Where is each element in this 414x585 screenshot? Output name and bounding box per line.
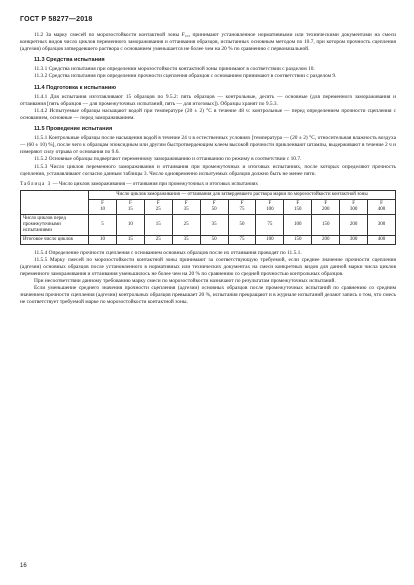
grade-number: 200 [321, 206, 330, 212]
table-cell: 100 [256, 235, 284, 244]
paragraph-11-2: 11.2 За марку смесей по морозостойкости контактной зоны F₂,₃ принимают установленное нормативными или техническими документами на смеси конкретных видов число циклов переменного замораживания и оттаивания образцов, испытанных основным методом по 10.7, при котором прочность сцепления (адгезия) образцов затвердевшего раствора с основанием уменьшается не более чем на 20 % по сравнению с первоначальной. [20, 32, 396, 53]
table-cell: 15 [144, 214, 172, 235]
table-grade-header [116, 199, 144, 214]
document-body [20, 32, 396, 307]
table-cell: 15 [116, 235, 144, 244]
table-caption [20, 181, 396, 188]
table-cell: 35 [172, 235, 200, 244]
table-grade-header [340, 199, 368, 214]
section-heading-11-3: 11.3 Средства испытания [34, 57, 105, 64]
grade-number: 400 [377, 206, 386, 212]
grade-letter: F [324, 200, 328, 206]
table-cell: 300 [368, 214, 396, 235]
grade-letter: F [212, 200, 216, 206]
paragraph-decrease: Если уменьшение среднего значения прочности сцепления (адгезии) основных образцов после промежуточных испытаний по сравнению со средним значением прочности сцепления (адгезии) контрольных образцов превышает 20 %, испытания прекращают и в журнале испытаний делают запись о том, что смесь не соответствует требуемой марке по морозостойкости контактной зоны. [20, 285, 396, 306]
paragraph-11-5-3: 11.5.3 Число циклов переменного замораживания и оттаивания при промежуточных и итоговых испытаниях, после которых определяют прочность сцепления, устанавливают согласно данным таблицы 3. Число одновременно испытуемых образцов должно быть не менее пяти. [20, 163, 396, 177]
table-cell: 25 [144, 235, 172, 244]
section-heading-11-5: 11.5 Проведение испытания [34, 126, 113, 133]
grade-letter: F [101, 200, 104, 206]
page-number: 16 [20, 563, 27, 569]
table-header-row [21, 190, 396, 199]
grade-number: 25 [155, 206, 161, 212]
table-corner-cell [21, 190, 89, 214]
grade-number: 10 [99, 206, 105, 212]
table-grade-header [200, 199, 228, 214]
paragraph-nonconformity: При несоответствии данному требованию марку смеси по морозостойкости назначают по результатам промежуточных испытаний. [34, 278, 336, 285]
paragraph-11-4-2: 11.4.2 Испытуемые образцы насыщают водой при температуре (20 ± 2) °С в течение 48 ч: контрольные — перед определением прочности сцепления с основанием, основные — перед замораживанием. [20, 107, 396, 121]
grade-number: 35 [183, 206, 189, 212]
table-grade-header [228, 199, 256, 214]
grade-letter: F [156, 200, 160, 206]
table-group-header: Число циклов замораживания — оттаивания для затвердевшего раствора марки по морозостойкости контактной зоны [89, 190, 396, 199]
table-grade-header [89, 199, 117, 214]
grade-number: 50 [211, 206, 217, 212]
table-row-label: Число циклов перед промежуточными испытаниями [21, 214, 89, 235]
section-heading-11-4: 11.4 Подготовка к испытанию [34, 84, 117, 91]
table-cell: 400 [368, 235, 396, 244]
table-cell: 50 [200, 235, 228, 244]
table-caption-label: Таблица 3 [20, 180, 52, 187]
paragraph-11-3-2: 11.3.2 Средства испытания при определении прочности сцепления образцов с основанием принимают в соответствии с разделом 9. [34, 73, 337, 80]
table-cell: 100 [284, 214, 312, 235]
grade-letter: F [184, 200, 188, 206]
paragraph-11-5-1: 11.5.1 Контрольные образцы после насыщения водой в течение 24 ч в естественных условиях [температура — (20 ± 2) °С, относительная влажность воздуха — (60 ± 10) %], после чего к образцам эпоксидным или другим быстротвердеющим клеем высокой прочности приклеивают штампы, выдерживают в течение 2 ч и измеряют силу отрыва от основания по 9.6. [20, 135, 396, 156]
table-cell: 50 [228, 214, 256, 235]
table-cell: 150 [312, 214, 340, 235]
table-cell: 25 [172, 214, 200, 235]
grade-number: 75 [239, 206, 245, 212]
table-grade-header [368, 199, 396, 214]
paragraph-11-5-5: 11.5.5 Марку смесей по морозостойкости контактной зоны принимают за соответствующую требуемой, если среднее значение прочности сцепления (адгезии) основных образцов после установленного в нормативных или технических документах на смеси конкретных видов для данной марки числа циклов переменного замораживания и оттаивания уменьшилось не более чем на 20 % по сравнению со средней прочностью контрольных образцов. [20, 256, 396, 278]
table-cell: 150 [284, 235, 312, 244]
grade-number: 300 [349, 206, 358, 212]
grade-letter: F [268, 200, 272, 206]
table-grade-header [144, 199, 172, 214]
grade-number: 15 [127, 206, 133, 212]
table-cell: 75 [256, 214, 284, 235]
table-grade-header [172, 199, 200, 214]
paragraph-11-5-2: 11.5.2 Основные образцы подвергают переменному замораживанию и оттаиванию по режиму в соответствии с 10.7. [34, 156, 302, 163]
paragraph-11-4-1: 11.4.1 Для испытания изготавливают 15 образцов по 9.5.2: пять образцов — контрольные, десять — основные (для переменного замораживания и оттаивания [пять образцов — для промежуточных испытаний, пять — для итоговых]). Образцы хранят по 9.5.3. [20, 93, 396, 107]
table-cell: 200 [340, 214, 368, 235]
grade-letter: F [380, 200, 383, 206]
table-row-label: Итоговое число циклов [21, 235, 89, 244]
table-cell: 35 [200, 214, 228, 235]
grade-letter: F [296, 200, 300, 206]
paragraph-11-3-1: 11.3.1 Средства испытания при определении морозостойкости контактной зоны принимают в соответствии с разделом 10. [34, 66, 315, 73]
table-grade-header [284, 199, 312, 214]
table-cell: 10 [89, 235, 117, 244]
table-caption-text: — Число циклов замораживания — оттаивания при промежуточных и итоговых испытаниях [52, 180, 258, 187]
standard-header: ГОСТ Р 58277—2018 [20, 16, 93, 23]
table-grade-header [256, 199, 284, 214]
table-cell: 5 [89, 214, 117, 235]
table-cell: 200 [312, 235, 340, 244]
grade-number: 150 [294, 206, 302, 212]
table-grade-header [312, 199, 340, 214]
grade-letter: F [128, 200, 132, 206]
grade-letter: F [240, 200, 244, 206]
table-cell: 300 [340, 235, 368, 244]
table-cell: 10 [116, 214, 144, 235]
table-row [21, 214, 396, 235]
table-row [21, 235, 396, 244]
paragraph-11-5-4: 11.5.4 Определение прочности сцепления с основанием основных образцов после их оттаивания проводят по 11.5.1. [34, 249, 302, 256]
table-cell: 75 [228, 235, 256, 244]
grade-letter: F [352, 200, 355, 206]
table-3 [20, 190, 396, 245]
grade-number: 100 [266, 206, 274, 212]
